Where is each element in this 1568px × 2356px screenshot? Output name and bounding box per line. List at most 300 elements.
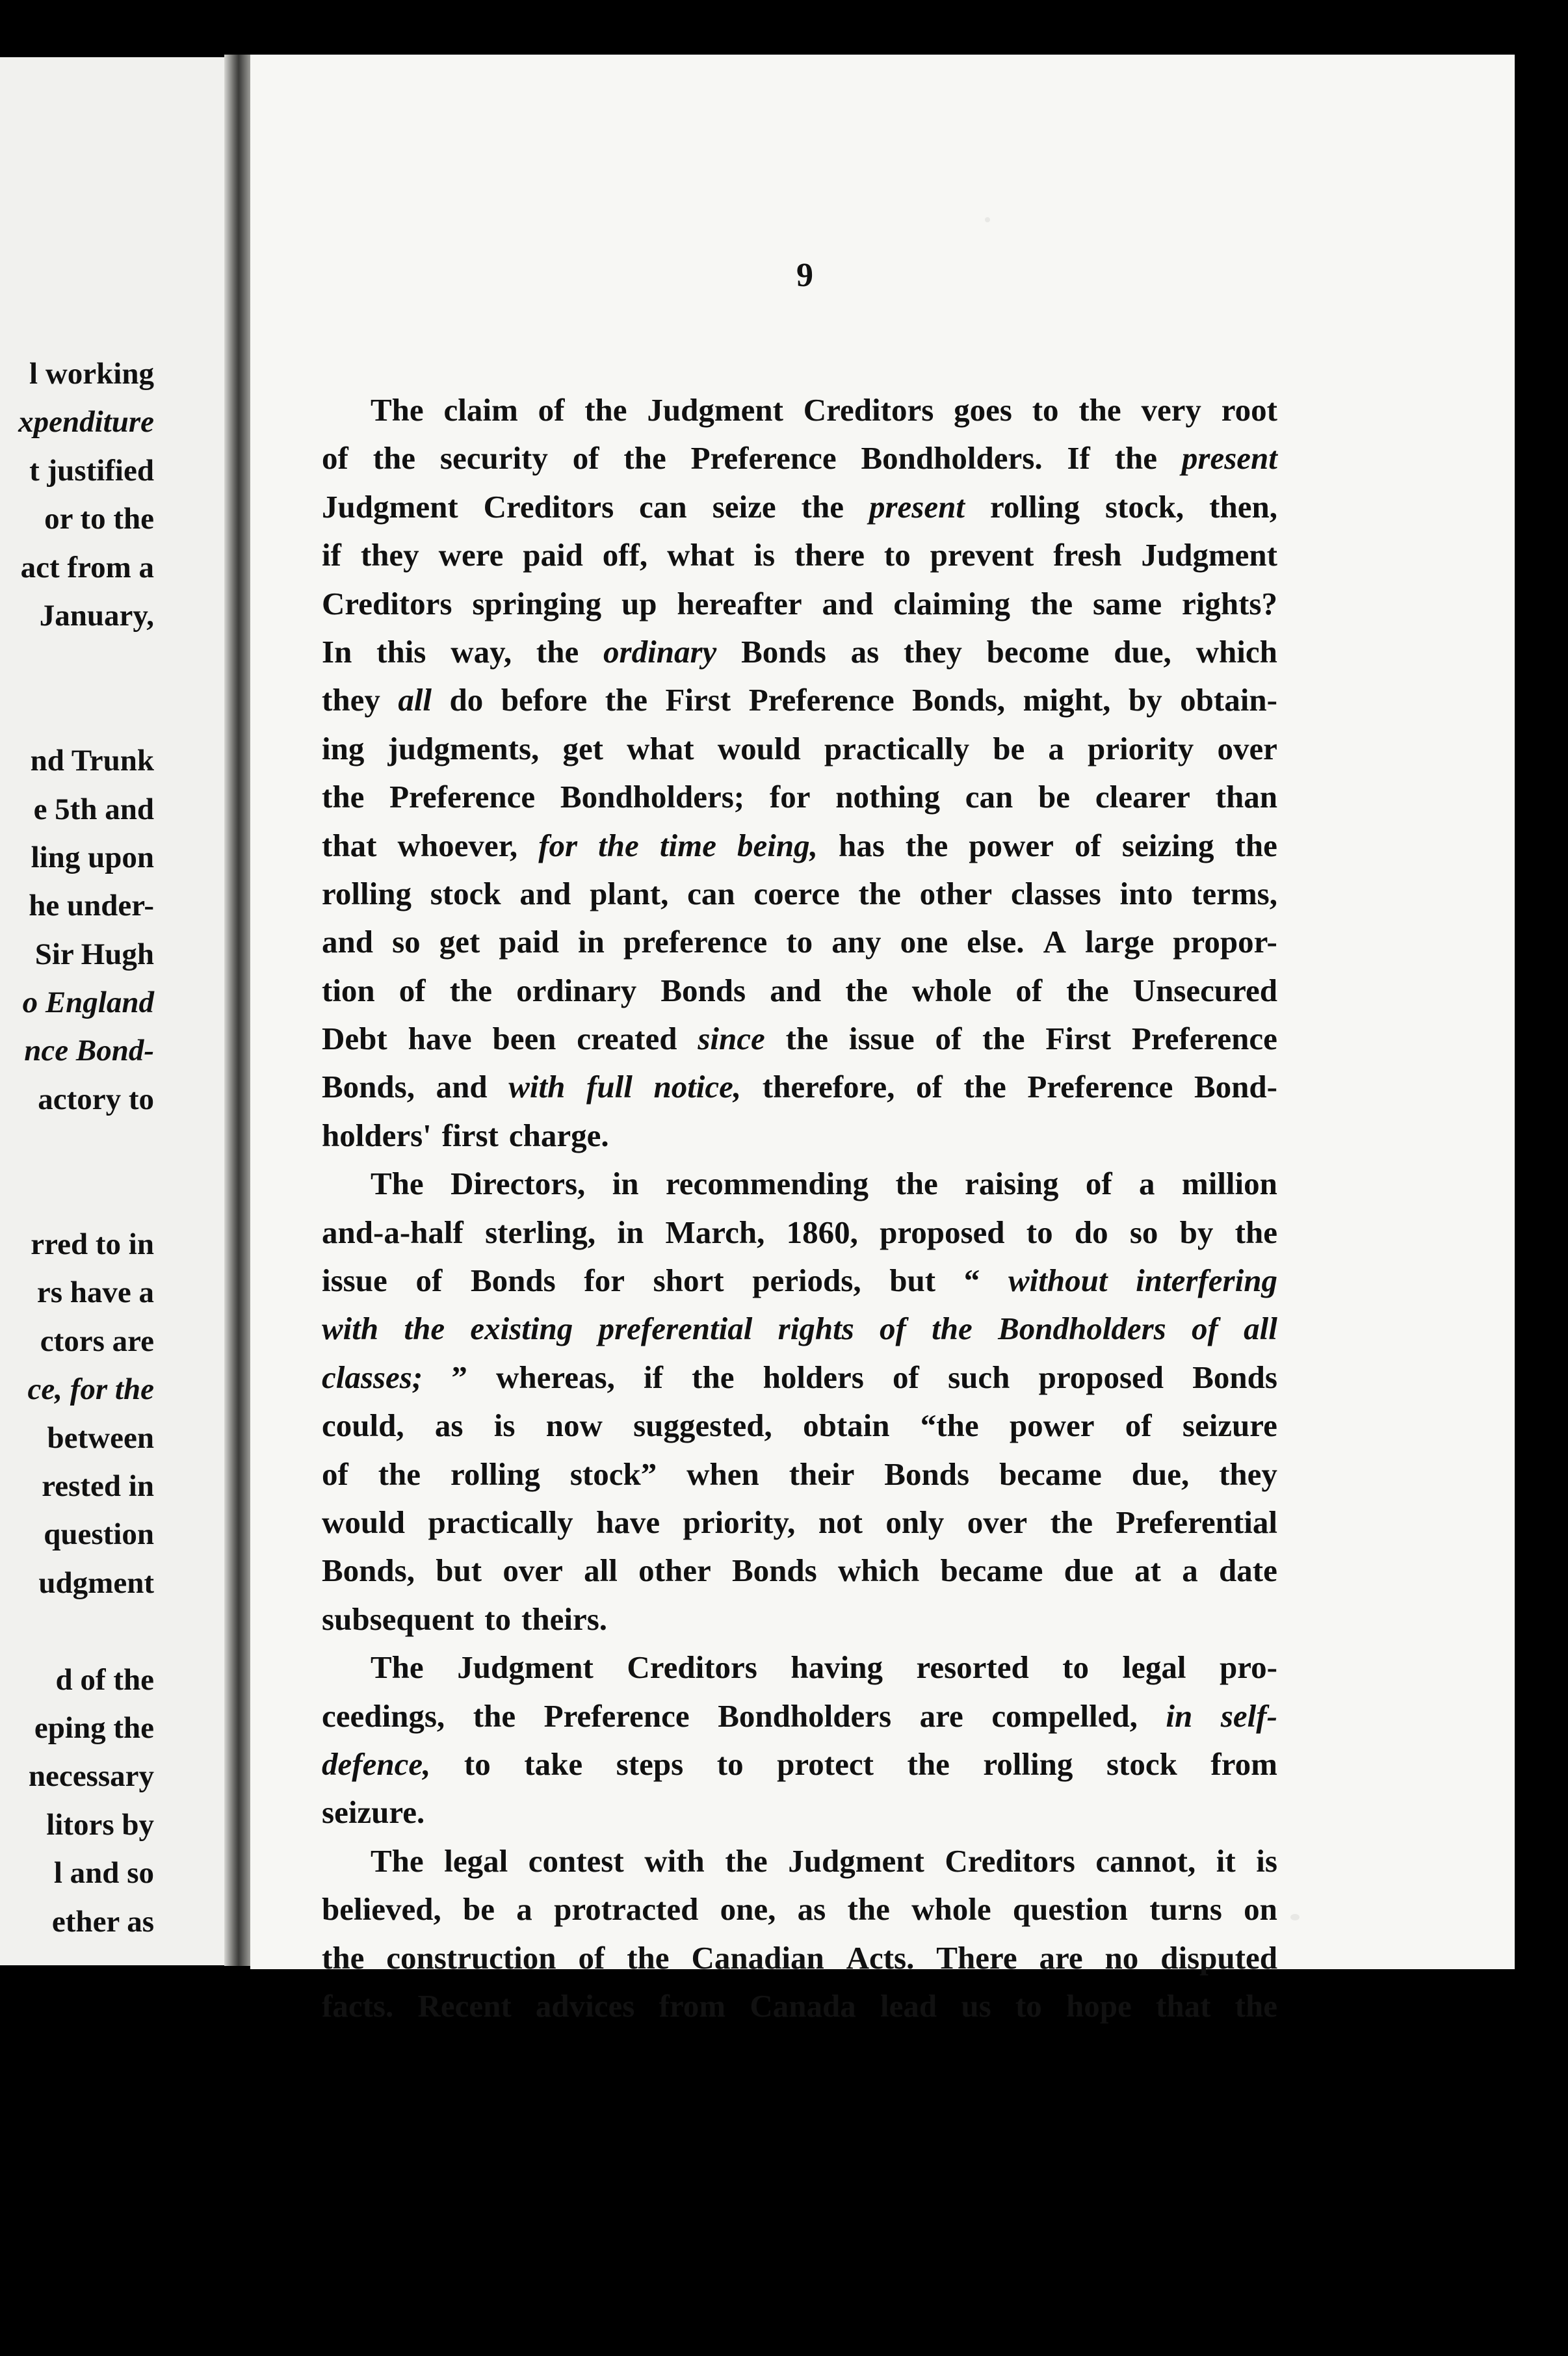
left-page-line: udgment — [38, 1565, 154, 1600]
text-line — [322, 1837, 1277, 1885]
word: If — [1067, 440, 1090, 477]
word: to — [786, 924, 813, 960]
word: become — [986, 633, 1090, 670]
left-page-line: rs have a — [36, 1276, 154, 1310]
word: such — [948, 1359, 1010, 1395]
word: 1860, — [786, 1214, 858, 1250]
left-page-line — [18, 1123, 154, 1171]
word: practically — [824, 730, 970, 766]
left-page-line: he under- — [29, 889, 154, 923]
word: a — [1048, 730, 1064, 766]
word: First — [665, 682, 731, 718]
word: the — [605, 682, 648, 718]
left-page-line: e 5th and — [33, 792, 154, 826]
word: and — [770, 972, 822, 1008]
word: the — [905, 827, 948, 863]
word: holders — [763, 1359, 864, 1395]
word: interfering — [1136, 1263, 1277, 1299]
word: of — [1085, 1166, 1112, 1202]
word: hope — [1066, 1987, 1132, 2024]
word: the — [725, 1842, 768, 1879]
word: ” — [451, 1359, 467, 1395]
word: a — [516, 1891, 532, 1928]
word: so — [392, 924, 421, 960]
word: Canada — [750, 1987, 856, 2024]
word: Canadian — [691, 1939, 824, 1976]
word: self- — [1220, 1697, 1277, 1734]
text-line — [322, 1160, 1277, 1208]
text-line — [322, 967, 1277, 1015]
word: other — [638, 1552, 711, 1589]
word: of — [916, 1069, 943, 1105]
word: the — [536, 633, 579, 670]
word: they — [360, 537, 419, 573]
text-line — [322, 1885, 1277, 1933]
word: on — [1244, 1891, 1277, 1928]
word: priority — [1088, 730, 1194, 766]
word: be — [1038, 779, 1071, 815]
left-page-line: Sir Hugh — [34, 937, 154, 971]
word: be — [463, 1891, 495, 1928]
word: security — [439, 440, 548, 477]
word: all — [1244, 1311, 1277, 1347]
left-page-line: rred to in — [31, 1227, 154, 1262]
word: to — [1062, 1649, 1090, 1686]
word: to — [883, 537, 911, 573]
word: has — [838, 827, 885, 863]
word: preferential — [598, 1311, 753, 1347]
word: Preference — [1027, 1069, 1173, 1105]
text-line — [322, 1740, 1277, 1788]
word: issue — [848, 1021, 915, 1057]
text-line — [322, 1402, 1277, 1450]
word: any — [831, 924, 882, 960]
word: protracted — [554, 1891, 699, 1928]
text-line — [322, 483, 1277, 531]
word: at — [1134, 1552, 1161, 1589]
word: became — [999, 1456, 1102, 1492]
text-line — [322, 725, 1277, 773]
word: the — [692, 1359, 735, 1395]
word: the — [932, 1311, 973, 1347]
word: what — [667, 537, 735, 573]
left-page-line — [18, 1172, 154, 1220]
word: only — [885, 1504, 945, 1540]
text-line — [322, 773, 1277, 821]
word: and — [436, 1069, 488, 1105]
left-page-line: l working — [29, 357, 154, 391]
word: legal — [1122, 1649, 1186, 1686]
word: they — [1219, 1456, 1277, 1492]
word: into — [1119, 875, 1173, 911]
word: of — [1192, 1311, 1218, 1347]
word: as — [434, 1407, 464, 1444]
word: rolling — [983, 1746, 1073, 1782]
word: the — [1235, 827, 1277, 863]
word: from — [659, 1987, 726, 2024]
word: would — [322, 1504, 406, 1540]
left-page-line: ling upon — [31, 840, 154, 874]
left-page-line: January, — [39, 598, 154, 633]
word: In — [322, 633, 352, 670]
word: might, — [1023, 682, 1111, 718]
word: Bonds — [731, 1552, 817, 1589]
word: theirs. — [521, 1601, 608, 1637]
word: full — [586, 1069, 633, 1105]
word: Preference — [690, 440, 837, 477]
text-line — [322, 1257, 1277, 1305]
word: sterling, — [485, 1214, 596, 1250]
word: March, — [665, 1214, 765, 1250]
word: Bonds — [660, 972, 746, 1008]
word: Bond- — [1194, 1069, 1277, 1105]
word: and — [322, 924, 374, 960]
word: construction — [386, 1939, 556, 1976]
word: Preferential — [1116, 1504, 1277, 1540]
word: Acts. — [846, 1939, 915, 1976]
word: ceedings, — [322, 1697, 445, 1734]
word: to — [1015, 1987, 1042, 2024]
text-line — [322, 1547, 1277, 1595]
word: the — [1235, 1214, 1277, 1250]
left-page-line: necessary — [28, 1759, 154, 1794]
word: with — [508, 1069, 566, 1105]
word: ordinary — [603, 633, 717, 670]
left-page-line: o England — [22, 986, 154, 1020]
text-line — [322, 1450, 1277, 1499]
word: were — [438, 537, 504, 573]
word: one — [900, 924, 948, 960]
word: which — [1196, 633, 1277, 670]
left-page-line: ce, for the — [27, 1372, 154, 1407]
word: of — [1075, 827, 1101, 863]
word: claiming — [893, 585, 1010, 622]
word: The — [371, 1842, 424, 1879]
word: than — [1215, 779, 1277, 815]
word: Bondholders — [998, 1311, 1166, 1347]
left-page-line: actory to — [38, 1082, 154, 1116]
word: very — [1141, 392, 1201, 428]
left-page-line: or to the — [44, 502, 154, 536]
word: cannot, — [1095, 1842, 1196, 1879]
left-page-line — [18, 640, 154, 688]
word: of — [880, 1311, 906, 1347]
word: of — [538, 392, 565, 428]
word: stock — [1106, 1746, 1177, 1782]
word: Bondholders; — [560, 779, 745, 815]
word: obtain — [803, 1407, 890, 1444]
word: over — [503, 1552, 563, 1589]
word: is — [493, 1407, 516, 1444]
word: up — [621, 585, 657, 622]
word: fresh — [1053, 537, 1122, 573]
word: get — [562, 730, 604, 766]
word: that — [1156, 1987, 1211, 2024]
word: rolling — [450, 1456, 540, 1492]
text-line — [322, 1982, 1277, 2030]
word: Bondholders. — [861, 440, 1043, 477]
word: Directors, — [451, 1166, 586, 1202]
left-page-line: l and so — [53, 1856, 154, 1891]
word: a — [1139, 1166, 1155, 1202]
word: present — [869, 488, 965, 525]
word: the — [449, 972, 493, 1008]
word: hereafter — [677, 585, 802, 622]
word: the — [801, 488, 844, 525]
word: paid — [499, 924, 559, 960]
word: power — [969, 827, 1054, 863]
word: their — [789, 1456, 855, 1492]
word: take — [524, 1746, 583, 1782]
word: before — [501, 682, 588, 718]
word: Bonds — [1192, 1359, 1277, 1395]
word: stock” — [569, 1456, 657, 1492]
word: Creditors — [483, 488, 614, 525]
word: the — [847, 1891, 890, 1928]
word: subsequent — [322, 1601, 475, 1637]
word: in — [578, 924, 605, 960]
word: to — [484, 1601, 512, 1637]
word: are — [1039, 1939, 1083, 1976]
word: of — [893, 1359, 919, 1395]
word: plant, — [590, 875, 669, 911]
word: Judgment — [457, 1649, 594, 1686]
word: Judgment — [1141, 537, 1277, 573]
left-page-line: between — [47, 1420, 154, 1455]
word: the — [598, 827, 639, 863]
word: present — [1181, 440, 1277, 477]
word: over — [1217, 730, 1277, 766]
word: Bonds — [470, 1263, 556, 1299]
word: get — [439, 924, 480, 960]
word: the — [1050, 1504, 1093, 1540]
word: therefore, — [762, 1069, 895, 1105]
word: this — [376, 633, 426, 670]
word: rolling — [990, 488, 1080, 525]
word: steps — [616, 1746, 684, 1782]
word: can — [639, 488, 687, 525]
word: same — [1093, 585, 1162, 622]
word: proposed — [880, 1214, 1005, 1250]
word: Unsecured — [1132, 972, 1277, 1008]
word: contest — [528, 1842, 624, 1879]
word: resorted — [916, 1649, 1029, 1686]
word: since — [698, 1021, 765, 1057]
word: by — [1179, 1214, 1214, 1250]
word: for — [769, 779, 811, 815]
word: whoever, — [397, 827, 518, 863]
word: million — [1181, 1166, 1277, 1202]
word: the — [322, 1939, 365, 1976]
right-page — [250, 55, 1515, 2024]
word: to — [1026, 1214, 1053, 1250]
text-line — [322, 1499, 1277, 1547]
text-line — [322, 531, 1277, 579]
word: notice, — [653, 1069, 742, 1105]
left-page-line: nce Bond- — [24, 1034, 154, 1068]
word: paid — [523, 537, 583, 573]
word: and-a-half — [322, 1214, 464, 1250]
word: prevent — [930, 537, 1034, 573]
word: the — [627, 1939, 670, 1976]
word: the — [895, 1166, 938, 1202]
word: for — [538, 827, 578, 863]
word: the — [1078, 392, 1121, 428]
word: Bonds, — [322, 1069, 415, 1105]
word: the — [1235, 1987, 1277, 2024]
word: Judgment — [322, 488, 458, 525]
body-text — [322, 386, 1277, 2030]
word: Bonds, — [322, 1552, 415, 1589]
word: recommending — [665, 1166, 869, 1202]
word: is — [1256, 1842, 1277, 1879]
word: the — [845, 972, 888, 1008]
word: of — [572, 440, 599, 477]
word: turns — [1149, 1891, 1222, 1928]
text-line — [322, 1788, 1277, 1837]
word: have — [596, 1504, 660, 1540]
word: that — [322, 827, 377, 863]
left-page-line: d of the — [55, 1662, 154, 1697]
word: proposed — [1038, 1359, 1164, 1395]
word: are — [919, 1697, 963, 1734]
word: The — [371, 1649, 424, 1686]
word: disputed — [1160, 1939, 1277, 1976]
word: the — [963, 1069, 1006, 1105]
word: preference — [623, 924, 768, 960]
word: The — [371, 1166, 424, 1202]
word: of — [322, 1456, 348, 1492]
word: suggested, — [633, 1407, 772, 1444]
word: all — [398, 682, 432, 718]
word: in — [1166, 1697, 1193, 1734]
word: root — [1221, 392, 1277, 428]
word: stock, — [1104, 488, 1184, 525]
word: compelled, — [991, 1697, 1138, 1734]
word: without — [1008, 1263, 1108, 1299]
word: a — [1182, 1552, 1198, 1589]
word: Creditors — [803, 392, 934, 428]
word: of — [1015, 972, 1043, 1008]
word: believed, — [322, 1891, 441, 1928]
word: became — [940, 1552, 1043, 1589]
word: clearer — [1095, 779, 1190, 815]
word: the — [404, 1311, 445, 1347]
word: Preference — [543, 1697, 690, 1734]
word: would — [717, 730, 801, 766]
word: due, — [1114, 633, 1171, 670]
word: but — [889, 1263, 936, 1299]
word: large — [1085, 924, 1155, 960]
word: seizing — [1121, 827, 1214, 863]
word: Preference — [748, 682, 895, 718]
text-line — [322, 1015, 1277, 1063]
text-line — [322, 1112, 1277, 1160]
text-line — [322, 918, 1277, 966]
word: ing — [322, 730, 365, 766]
word: tion — [322, 972, 375, 1008]
left-page-line — [18, 688, 154, 737]
left-page-line: question — [44, 1517, 154, 1552]
word: if — [322, 537, 341, 573]
word: A — [1043, 924, 1067, 960]
word: claim — [443, 392, 518, 428]
word: terms, — [1192, 875, 1277, 911]
word: no — [1104, 1939, 1139, 1976]
word: have — [408, 1021, 472, 1057]
word: protect — [777, 1746, 874, 1782]
word: been — [492, 1021, 556, 1057]
word: holders' — [322, 1117, 432, 1153]
word: else. — [967, 924, 1025, 960]
word: so — [1129, 1214, 1158, 1250]
left-page-text — [18, 350, 154, 1946]
word: the — [584, 392, 627, 428]
word: rolling — [322, 875, 412, 911]
word: the — [1066, 972, 1109, 1008]
text-line — [322, 1643, 1277, 1692]
left-page-line: nd Trunk — [30, 744, 154, 778]
book-gutter — [224, 55, 250, 1966]
word: Bonds, — [912, 682, 1006, 718]
word: short — [653, 1263, 724, 1299]
text-line — [322, 870, 1277, 918]
word: when — [686, 1456, 759, 1492]
word: of — [935, 1021, 962, 1057]
word: by — [1128, 682, 1162, 718]
left-page-line: t justified — [29, 453, 154, 488]
word: obtain- — [1180, 682, 1277, 718]
word: the — [623, 440, 666, 477]
word: do — [449, 682, 484, 718]
word: to — [716, 1746, 744, 1782]
word: charge. — [508, 1117, 609, 1153]
word: ordinary — [516, 972, 637, 1008]
word: Creditors — [945, 1842, 1075, 1879]
word: the — [858, 875, 901, 911]
word: all — [584, 1552, 618, 1589]
word: of — [578, 1939, 605, 1976]
word: they — [904, 633, 962, 670]
word: as — [797, 1891, 826, 1928]
word: the — [322, 779, 365, 815]
word: date — [1219, 1552, 1277, 1589]
page-speck — [1290, 1914, 1300, 1920]
word: over — [967, 1504, 1028, 1540]
word: Judgment — [788, 1842, 924, 1879]
word: question — [1012, 1891, 1128, 1928]
text-line — [322, 1209, 1277, 1257]
word: springing — [472, 585, 602, 622]
word: Bonds — [741, 633, 826, 670]
word: raising — [965, 1166, 1059, 1202]
text-line — [322, 628, 1277, 676]
word: priority, — [683, 1504, 796, 1540]
text-line — [322, 434, 1277, 482]
word: Creditors — [322, 585, 452, 622]
word: practically — [428, 1504, 573, 1540]
word: can — [965, 779, 1013, 815]
word: coerce — [753, 875, 840, 911]
text-line — [322, 1595, 1277, 1643]
text-line — [322, 580, 1277, 628]
word: with — [322, 1311, 379, 1347]
word: the — [372, 440, 416, 477]
word: in — [612, 1166, 639, 1202]
left-page-line: eping the — [34, 1710, 154, 1745]
word: what — [627, 730, 694, 766]
word: off, — [602, 537, 648, 573]
